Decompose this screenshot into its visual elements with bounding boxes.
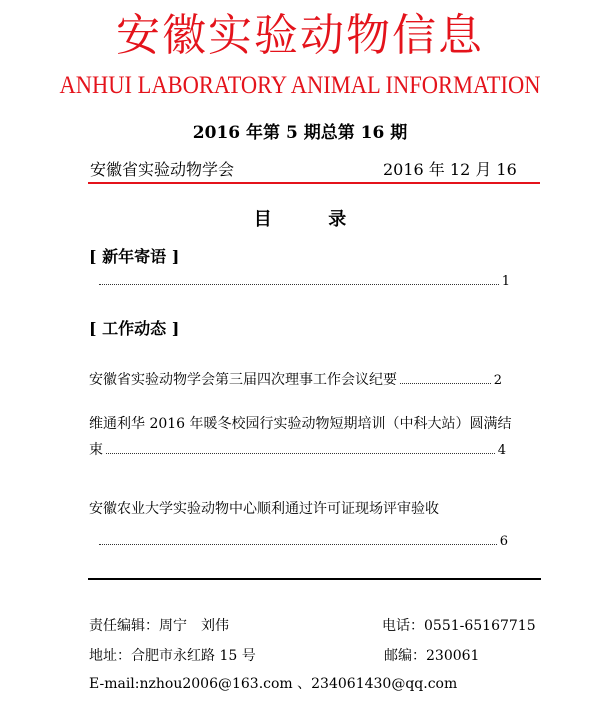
toc-entry[interactable]: [89, 369, 502, 392]
toc-entry-page: 4: [497, 443, 506, 458]
toc-entry[interactable]: [89, 439, 506, 462]
toc-entry[interactable]: [96, 271, 510, 293]
toc-section-new-year: [ 新年寄语 ]: [89, 247, 180, 266]
issue-number: 2016 年第 5 期总第 16 期: [192, 123, 408, 143]
toc-entry-page: 1: [501, 274, 510, 289]
editor-info: 责任编辑：周宁 刘伟: [89, 618, 229, 634]
toc-entry-text[interactable]: 维通利华 2016 年暖冬校园行实验动物短期培训（中科大站）圆满结: [89, 416, 512, 432]
toc-entry-page: 2: [493, 373, 502, 388]
address-info: 地址：合肥市永红路 15 号: [89, 648, 256, 664]
toc-entry-page: 6: [499, 534, 508, 549]
dot-leader: [400, 383, 491, 384]
toc-section-work-news: [ 工作动态 ]: [89, 319, 180, 338]
toc-entry[interactable]: [96, 531, 508, 553]
masthead-subtitle: ANHUI LABORATORY ANIMAL INFORMATION: [59, 72, 541, 99]
toc-entry-text: 安徽省实验动物学会第三届四次理事工作会议纪要: [89, 372, 397, 388]
toc-heading: [0, 207, 600, 233]
toc-heading-right: 录: [328, 209, 347, 230]
dot-leader: [99, 544, 497, 545]
phone-info: 电话：0551-65167715: [382, 618, 536, 634]
dot-leader: [99, 284, 499, 285]
postcode-info: 邮编：230061: [384, 648, 480, 664]
toc-entry-text-cont: 束: [89, 442, 103, 458]
toc-heading-left: 目: [253, 209, 272, 230]
footer-divider: [88, 578, 541, 580]
dot-leader: [106, 453, 495, 454]
toc-entry-text[interactable]: 安徽农业大学实验动物中心顺利通过许可证现场评审验收: [89, 501, 439, 517]
email-info[interactable]: E-mail:nzhou2006@163.com 、234061430@qq.com: [89, 676, 458, 692]
publication-date: 2016 年 12 月 16: [383, 160, 517, 179]
header-divider: [88, 182, 540, 184]
masthead-title: 安徽实验动物信息: [116, 10, 484, 61]
publisher: 安徽省实验动物学会: [90, 160, 235, 179]
